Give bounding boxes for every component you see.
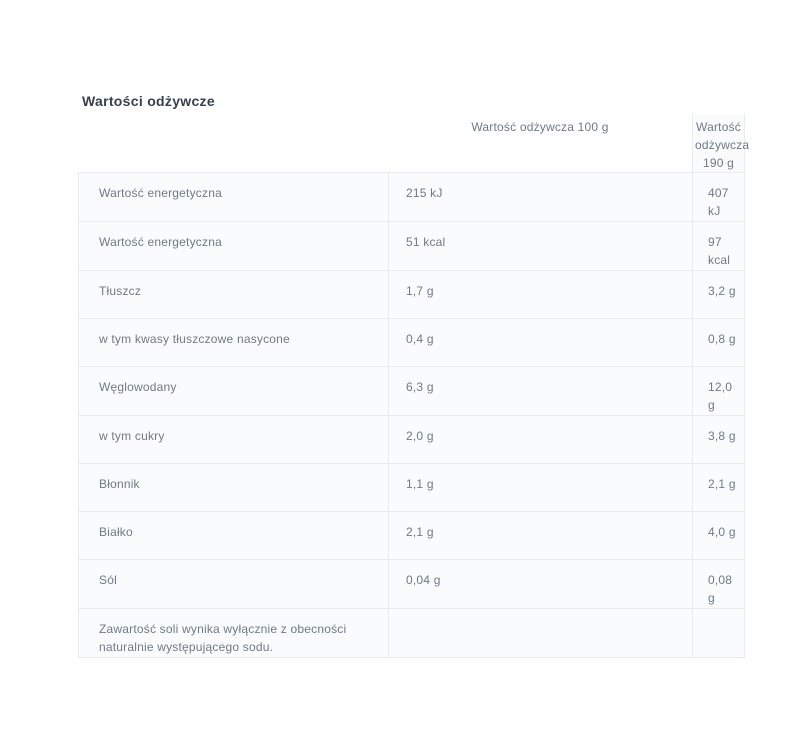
value-190g-cell: 3,2 g bbox=[692, 271, 745, 319]
row-label-cell: Wartość energetyczna bbox=[78, 222, 388, 271]
table-row bbox=[78, 222, 745, 271]
header-spacer-cell bbox=[78, 114, 388, 172]
value-100g-cell: 0,04 g bbox=[388, 560, 692, 609]
row-label-cell: w tym cukry bbox=[78, 416, 388, 464]
row-label-cell: Białko bbox=[78, 512, 388, 560]
value-100g-cell: 1,1 g bbox=[388, 464, 692, 512]
row-label-cell: Tłuszcz bbox=[78, 271, 388, 319]
table-row bbox=[78, 172, 745, 222]
table-row bbox=[78, 512, 745, 560]
nutrition-table-body bbox=[78, 172, 745, 658]
value-100g-cell: 0,4 g bbox=[388, 319, 692, 367]
table-row bbox=[78, 367, 745, 416]
value-190g-cell: 4,0 g bbox=[692, 512, 745, 560]
row-label-cell: Błonnik bbox=[78, 464, 388, 512]
value-190g-cell bbox=[692, 609, 745, 658]
value-100g-cell: 215 kJ bbox=[388, 172, 692, 222]
page-title: Wartości odżywcze bbox=[82, 93, 215, 109]
row-label-cell: Wartość energetyczna bbox=[78, 172, 388, 222]
value-100g-cell: 1,7 g bbox=[388, 271, 692, 319]
value-190g-cell: 12,0 g bbox=[692, 367, 745, 416]
value-100g-cell: 2,0 g bbox=[388, 416, 692, 464]
row-label-cell: w tym kwasy tłuszczowe nasycone bbox=[78, 319, 388, 367]
value-190g-cell: 407 kJ bbox=[692, 172, 745, 222]
nutrition-panel bbox=[78, 92, 750, 658]
table-row bbox=[78, 560, 745, 609]
table-row bbox=[78, 464, 745, 512]
value-190g-cell: 0,08 g bbox=[692, 560, 745, 609]
row-label-cell: Węglowodany bbox=[78, 367, 388, 416]
row-label-cell: Sól bbox=[78, 560, 388, 609]
table-row bbox=[78, 609, 745, 658]
value-190g-cell: 97 kcal bbox=[692, 222, 745, 271]
table-row bbox=[78, 319, 745, 367]
row-label-cell: Zawartość soli wynika wyłącznie z obecności naturalnie występującego sodu. bbox=[78, 609, 388, 658]
table-row bbox=[78, 416, 745, 464]
col-header-per-100g: Wartość odżywcza 100 g bbox=[471, 120, 609, 134]
value-190g-cell: 0,8 g bbox=[692, 319, 745, 367]
nutrition-table bbox=[78, 114, 750, 658]
value-100g-cell: 51 kcal bbox=[388, 222, 692, 271]
table-row bbox=[78, 271, 745, 319]
value-190g-cell: 3,8 g bbox=[692, 416, 745, 464]
value-190g-cell: 2,1 g bbox=[692, 464, 745, 512]
header-row bbox=[78, 114, 745, 172]
value-100g-cell: 6,3 g bbox=[388, 367, 692, 416]
value-100g-cell: 2,1 g bbox=[388, 512, 692, 560]
col-header-per-190g: Wartość odżywcza 190 g bbox=[692, 114, 745, 172]
value-100g-cell bbox=[388, 609, 692, 658]
